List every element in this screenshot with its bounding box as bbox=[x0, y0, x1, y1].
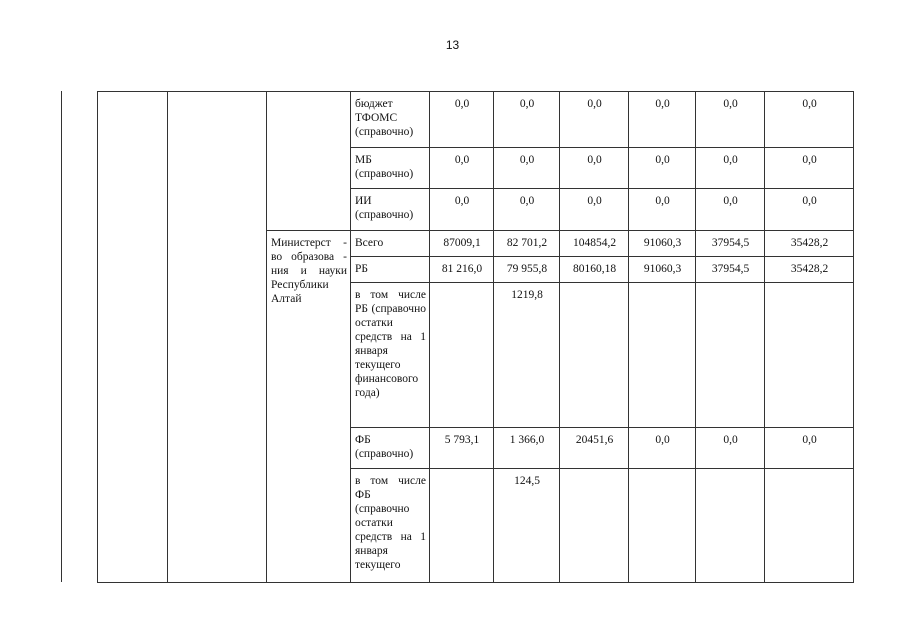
value-cell bbox=[430, 283, 494, 428]
empty-cell bbox=[98, 92, 168, 583]
value-cell bbox=[765, 469, 854, 583]
value-cell: 0,0 bbox=[629, 428, 696, 469]
value-cell: 20451,6 bbox=[560, 428, 629, 469]
source-cell: МБ (справочно) bbox=[351, 148, 430, 189]
source-cell: ФБ (справочно) bbox=[351, 428, 430, 469]
value-cell: 35428,2 bbox=[765, 231, 854, 257]
value-cell: 0,0 bbox=[696, 428, 765, 469]
value-cell bbox=[696, 469, 765, 583]
margin-rule bbox=[61, 91, 62, 582]
value-cell: 87009,1 bbox=[430, 231, 494, 257]
source-cell: ИИ (справочно) bbox=[351, 189, 430, 231]
empty-cell bbox=[267, 92, 351, 231]
value-cell: 1219,8 bbox=[494, 283, 560, 428]
page-number: 13 bbox=[445, 38, 460, 52]
source-cell: РБ bbox=[351, 257, 430, 283]
value-cell: 0,0 bbox=[629, 148, 696, 189]
value-cell: 0,0 bbox=[696, 148, 765, 189]
value-cell: 0,0 bbox=[430, 92, 494, 148]
value-cell: 0,0 bbox=[765, 92, 854, 148]
value-cell: 79 955,8 bbox=[494, 257, 560, 283]
value-cell: 104854,2 bbox=[560, 231, 629, 257]
value-cell: 0,0 bbox=[430, 148, 494, 189]
value-cell bbox=[629, 283, 696, 428]
value-cell bbox=[560, 283, 629, 428]
value-cell: 0,0 bbox=[696, 92, 765, 148]
value-cell: 0,0 bbox=[629, 189, 696, 231]
value-cell: 0,0 bbox=[765, 428, 854, 469]
value-cell: 81 216,0 bbox=[430, 257, 494, 283]
organization-cell: Министерст - во образова - ния и науки Республики Алтай bbox=[267, 231, 351, 583]
table-row bbox=[98, 92, 854, 148]
value-cell: 0,0 bbox=[560, 189, 629, 231]
empty-cell bbox=[168, 92, 267, 583]
value-cell: 80160,18 bbox=[560, 257, 629, 283]
value-cell: 0,0 bbox=[494, 148, 560, 189]
source-cell: в том числе ФБ (справочно остатки средств на 1 января текущего bbox=[351, 469, 430, 583]
value-cell: 35428,2 bbox=[765, 257, 854, 283]
value-cell: 91060,3 bbox=[629, 231, 696, 257]
value-cell: 0,0 bbox=[430, 189, 494, 231]
value-cell: 0,0 bbox=[765, 148, 854, 189]
value-cell: 82 701,2 bbox=[494, 231, 560, 257]
source-cell: в том числе РБ (справочно остатки средств на 1 января текущего финансового года) bbox=[351, 283, 430, 428]
value-cell: 124,5 bbox=[494, 469, 560, 583]
value-cell: 0,0 bbox=[765, 189, 854, 231]
budget-table bbox=[97, 91, 854, 583]
source-cell: бюджет ТФОМС (справочно) bbox=[351, 92, 430, 148]
value-cell: 0,0 bbox=[494, 189, 560, 231]
value-cell: 91060,3 bbox=[629, 257, 696, 283]
value-cell: 0,0 bbox=[696, 189, 765, 231]
value-cell: 0,0 bbox=[629, 92, 696, 148]
source-cell: Всего bbox=[351, 231, 430, 257]
value-cell bbox=[629, 469, 696, 583]
value-cell: 37954,5 bbox=[696, 257, 765, 283]
value-cell: 1 366,0 bbox=[494, 428, 560, 469]
value-cell bbox=[430, 469, 494, 583]
value-cell: 0,0 bbox=[560, 92, 629, 148]
value-cell bbox=[765, 283, 854, 428]
value-cell: 5 793,1 bbox=[430, 428, 494, 469]
value-cell: 0,0 bbox=[560, 148, 629, 189]
value-cell: 0,0 bbox=[494, 92, 560, 148]
value-cell bbox=[560, 469, 629, 583]
value-cell: 37954,5 bbox=[696, 231, 765, 257]
value-cell bbox=[696, 283, 765, 428]
